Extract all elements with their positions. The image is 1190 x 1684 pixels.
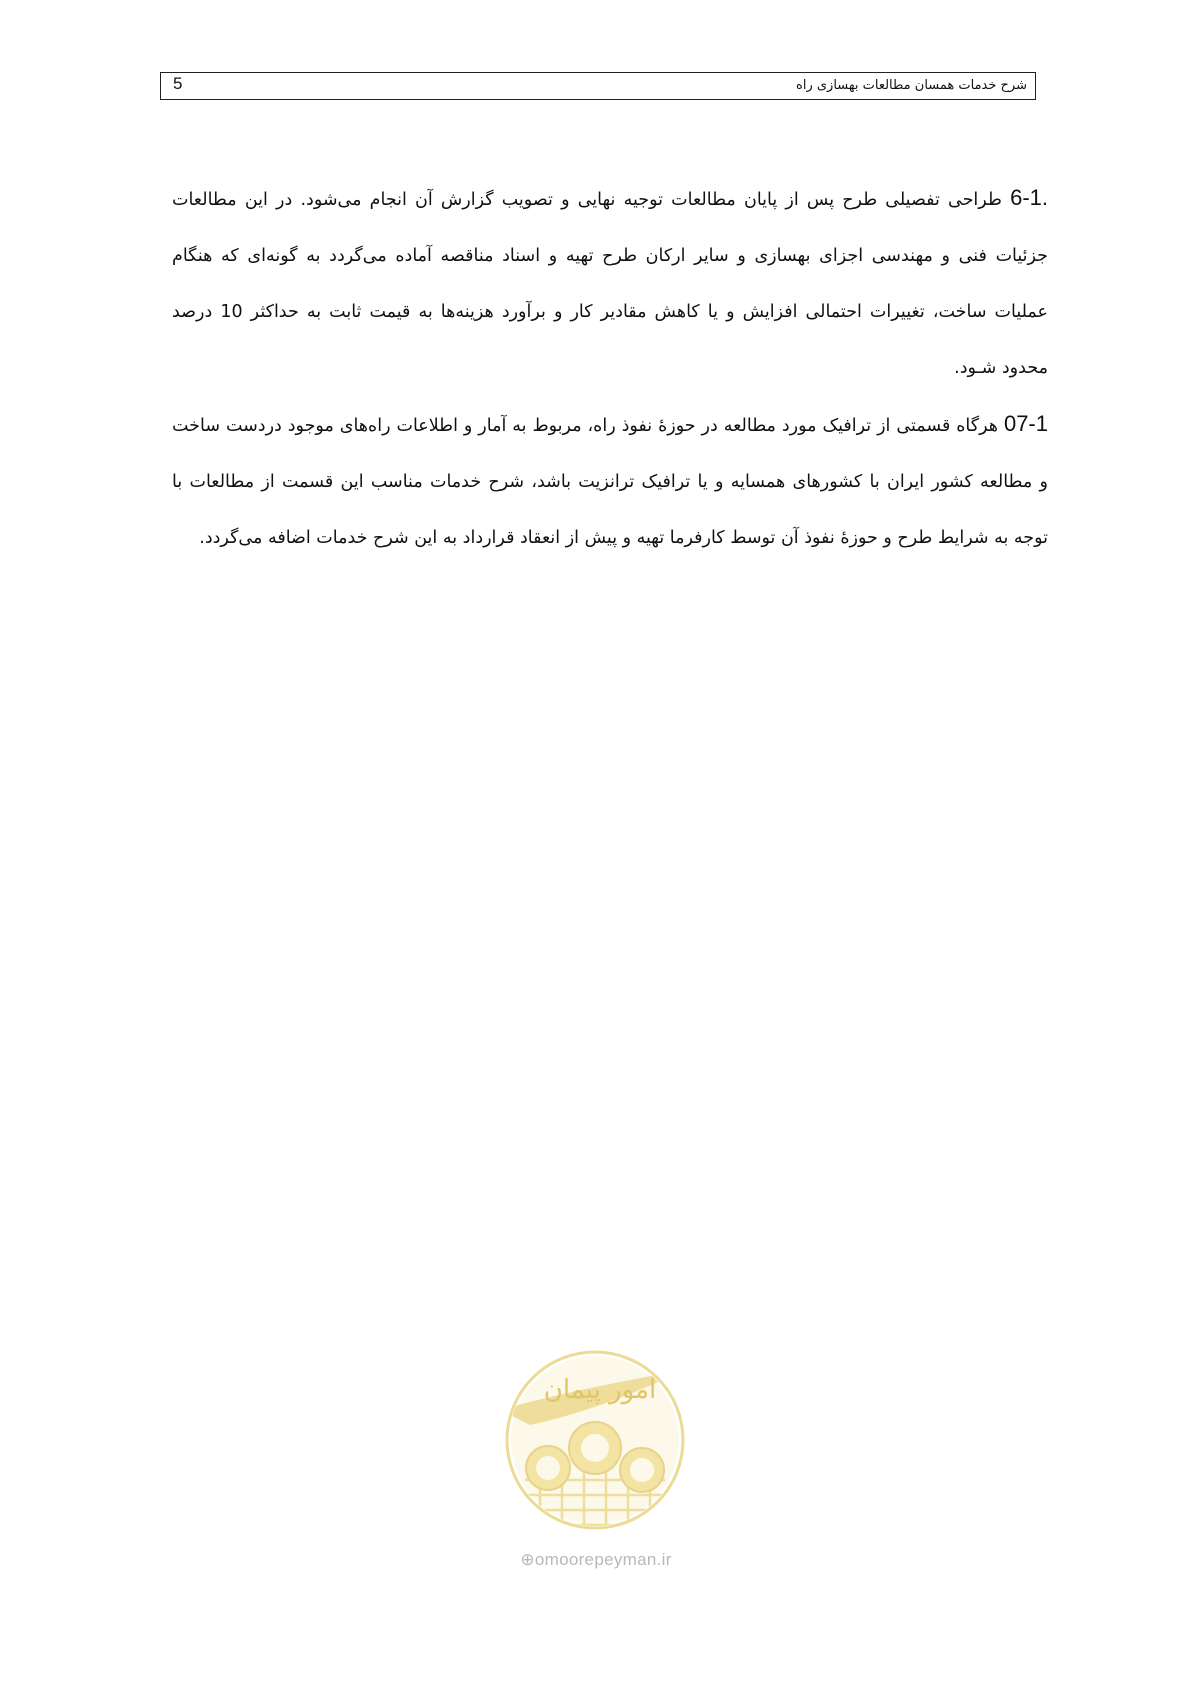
body-text [172, 170, 1048, 566]
paragraph-text: طراحی تفصیلی طرح پس از پایان مطالعات توجیه نهایی و تصویب گزارش آن انجام می‌شود. در این مطالعات جزئیات فنی و مهندسی اجزای بهسازی و سایر ارکان طرح تهیه و اسناد مناقصه آماده می‌گردد به گونه‌ای که هنگام عملیات ساخت، تغییرات احتمالی افزایش و یا کاهش مقادیر کار و برآورد هزینه‌ها به قیمت ثابت به حداکثر 10 درصد محدود شـود. [172, 190, 1048, 378]
paragraph-6-1 [172, 170, 1048, 396]
paragraph-07-1 [172, 396, 1048, 566]
watermark-url: omoorepeyman.ir [534, 1550, 672, 1569]
running-header [160, 72, 1036, 100]
paragraph-text: هرگاه قسمتی از ترافیک مورد مطالعه در حوزهٔ نفوذ راه، مربوط به آمار و اطلاعات راه‌های موجود دردست ساخت و مطالعه کشور ایران با کشورهای همسایه و یا ترافیک ترانزیت باشد، شرح خدمات مناسب این قسمت از مطالعات با توجه به شرایط طرح و حوزهٔ نفوذ آن توسط کارفرما تهیه و پیش از انعقاد قرارداد به این شرح خدمات اضافه می‌گردد. [172, 416, 1048, 548]
paragraph-number: 07-1 [1003, 411, 1048, 436]
paragraph-number: 6-1. [1010, 185, 1048, 210]
watermark-logo [490, 1330, 700, 1550]
watermark-logo-text: امور پیمان [543, 1375, 657, 1405]
header-title: شرح خدمات همسان مطالعات بهسازی راه [796, 78, 1027, 93]
watermark-caption [496, 1550, 696, 1570]
page-number: 5 [173, 74, 183, 93]
globe-icon: ⊕ [520, 1550, 535, 1569]
